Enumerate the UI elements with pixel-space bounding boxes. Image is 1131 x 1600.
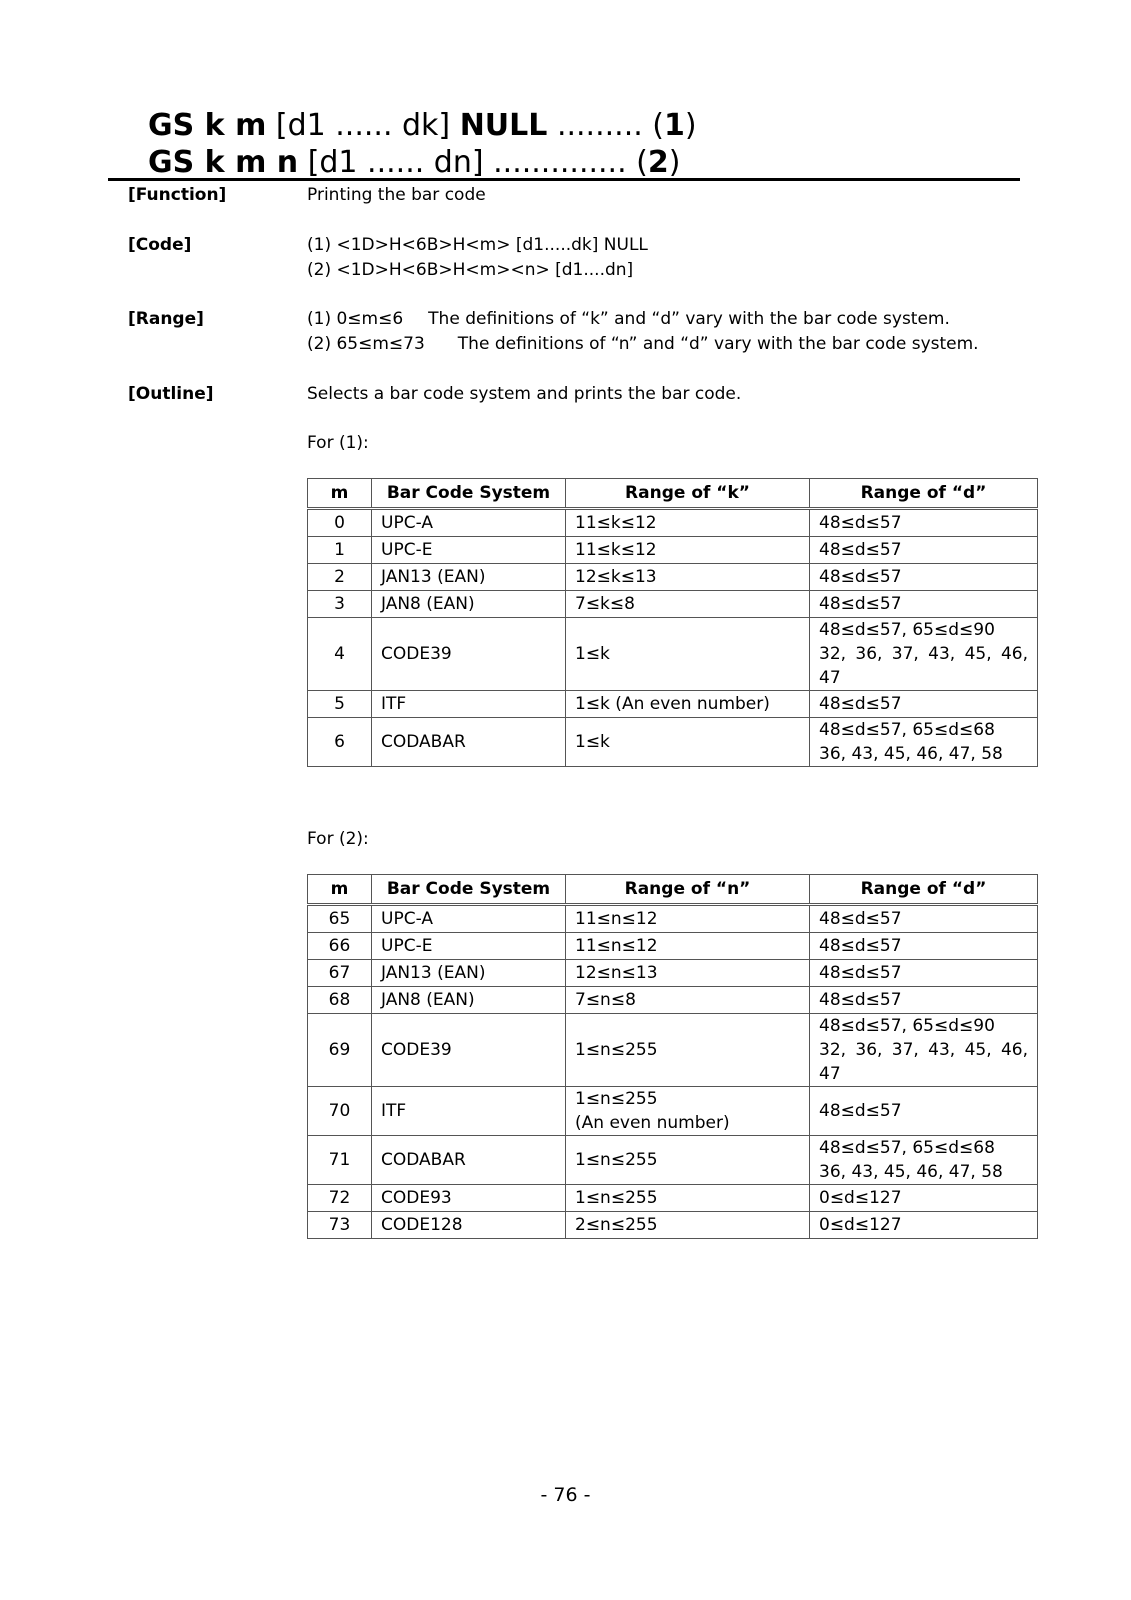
cell-m: 4 [308, 618, 372, 691]
title1-dots: ......... ( [556, 108, 665, 143]
cell-range [566, 509, 810, 537]
column-header: Bar Code System [372, 875, 566, 905]
cell-system: UPC-A [372, 905, 566, 933]
d-range-text: 48≤d≤57 [819, 513, 902, 533]
cell-m: 69 [308, 1014, 372, 1087]
for-2-label: For (2): [307, 829, 369, 849]
range-text: (An even number) [575, 1113, 730, 1133]
range-2-cond: (2) 65≤m≤73 [307, 334, 425, 354]
d-range-text: 48≤d≤57, 65≤d≤90 [819, 1016, 995, 1036]
d-range-text: 48≤d≤57 [819, 1101, 902, 1121]
cell-d-range [810, 691, 1038, 718]
d-range-text: 48≤d≤57 [819, 963, 902, 983]
column-header: m [308, 875, 372, 905]
table-row [308, 1087, 1038, 1136]
table-row [308, 1014, 1038, 1087]
range-text: 1≤k [575, 732, 610, 752]
table-row [308, 537, 1038, 564]
range-text: 11≤n≤12 [575, 909, 658, 929]
column-header: Range of “n” [566, 875, 810, 905]
table-row [308, 509, 1038, 537]
title1-close: ) [684, 108, 697, 143]
code-label: [Code] [128, 235, 192, 255]
cell-m: 72 [308, 1185, 372, 1212]
title1-cmd: GS k m [148, 108, 267, 143]
cell-range [566, 1212, 810, 1239]
cell-range [566, 1087, 810, 1136]
command-title-2 [148, 145, 680, 181]
cell-d-range [810, 537, 1038, 564]
cell-d-range [810, 960, 1038, 987]
table-header-row [308, 875, 1038, 905]
cell-range [566, 718, 810, 767]
d-range-text: 32, 36, 37, 43, 45, 46, 47 [819, 644, 1028, 688]
title2-args: [d1 ...... dn] [307, 145, 484, 180]
cell-range [566, 564, 810, 591]
column-header: Range of “d” [810, 479, 1038, 509]
cell-d-range [810, 1212, 1038, 1239]
cell-range [566, 987, 810, 1014]
cell-d-range [810, 987, 1038, 1014]
d-range-text: 36, 43, 45, 46, 47, 58 [819, 744, 1003, 764]
cell-range [566, 933, 810, 960]
cell-m: 66 [308, 933, 372, 960]
table-row [308, 618, 1038, 691]
cell-d-range [810, 718, 1038, 767]
cell-m: 67 [308, 960, 372, 987]
d-range-text: 48≤d≤57, 65≤d≤90 [819, 620, 995, 640]
function-text: Printing the bar code [307, 185, 486, 205]
table-row [308, 1136, 1038, 1185]
cell-m: 73 [308, 1212, 372, 1239]
cell-d-range [810, 933, 1038, 960]
range-text: 11≤k≤12 [575, 540, 657, 560]
cell-system: CODABAR [372, 718, 566, 767]
d-range-text: 32, 36, 37, 43, 45, 46, 47 [819, 1040, 1028, 1084]
d-range-text: 48≤d≤57 [819, 909, 902, 929]
range-line-1 [307, 307, 950, 331]
cell-system: CODE93 [372, 1185, 566, 1212]
title1-num: 1 [664, 108, 685, 143]
range-text: 11≤n≤12 [575, 936, 658, 956]
table-row [308, 1185, 1038, 1212]
d-range-text: 0≤d≤127 [819, 1215, 902, 1235]
range-text: 1≤n≤255 [575, 1089, 658, 1109]
code-line-1: (1) <1D>H<6B>H<m> [d1.....dk] NULL [307, 235, 648, 255]
cell-m: 5 [308, 691, 372, 718]
cell-system: JAN8 (EAN) [372, 591, 566, 618]
cell-d-range [810, 1014, 1038, 1087]
outline-label: [Outline] [128, 384, 214, 404]
barcode-table-2 [307, 874, 1038, 1239]
cell-system: UPC-A [372, 509, 566, 537]
cell-range [566, 591, 810, 618]
d-range-text: 36, 43, 45, 46, 47, 58 [819, 1162, 1003, 1182]
cell-system: JAN13 (EAN) [372, 960, 566, 987]
command-title-1 [148, 108, 697, 144]
cell-d-range [810, 509, 1038, 537]
cell-system: CODE128 [372, 1212, 566, 1239]
d-range-text: 0≤d≤127 [819, 1188, 902, 1208]
page-number: - 76 - [540, 1484, 591, 1506]
cell-m: 3 [308, 591, 372, 618]
range-text: 12≤k≤13 [575, 567, 657, 587]
cell-d-range [810, 564, 1038, 591]
table-row [308, 564, 1038, 591]
cell-system: CODABAR [372, 1136, 566, 1185]
range-1-cond: (1) 0≤m≤6 [307, 309, 404, 329]
table-row [308, 905, 1038, 933]
range-text: 12≤n≤13 [575, 963, 658, 983]
range-text: 1≤k [575, 644, 610, 664]
barcode-table-1 [307, 478, 1038, 767]
cell-m: 1 [308, 537, 372, 564]
cell-range [566, 1136, 810, 1185]
range-1-desc: The definitions of “k” and “d” vary with the bar code system. [428, 309, 950, 329]
cell-range [566, 537, 810, 564]
table-row [308, 987, 1038, 1014]
title2-dots: .............. ( [493, 145, 648, 180]
cell-m: 0 [308, 509, 372, 537]
range-2-desc: The definitions of “n” and “d” vary with the bar code system. [457, 334, 979, 354]
range-text: 2≤n≤255 [575, 1215, 658, 1235]
cell-system: JAN13 (EAN) [372, 564, 566, 591]
cell-d-range [810, 591, 1038, 618]
d-range-text: 48≤d≤57 [819, 936, 902, 956]
range-line-2 [307, 332, 979, 356]
cell-system: ITF [372, 691, 566, 718]
code-line-2: (2) <1D>H<6B>H<m><n> [d1....dn] [307, 260, 634, 280]
cell-system: CODE39 [372, 618, 566, 691]
range-text: 1≤k (An even number) [575, 694, 770, 714]
cell-system: UPC-E [372, 933, 566, 960]
table-row [308, 933, 1038, 960]
cell-range [566, 1185, 810, 1212]
cell-d-range [810, 1185, 1038, 1212]
range-text: 1≤n≤255 [575, 1040, 658, 1060]
table-header-row [308, 479, 1038, 509]
cell-d-range [810, 618, 1038, 691]
range-text: 7≤k≤8 [575, 594, 635, 614]
range-text: 11≤k≤12 [575, 513, 657, 533]
d-range-text: 48≤d≤57 [819, 694, 902, 714]
column-header: Range of “d” [810, 875, 1038, 905]
title2-close: ) [668, 145, 681, 180]
table-row [308, 591, 1038, 618]
function-label: [Function] [128, 185, 227, 205]
cell-m: 70 [308, 1087, 372, 1136]
cell-range [566, 1014, 810, 1087]
table-row [308, 691, 1038, 718]
cell-m: 65 [308, 905, 372, 933]
title-divider [108, 178, 1020, 181]
d-range-text: 48≤d≤57 [819, 567, 902, 587]
d-range-text: 48≤d≤57 [819, 540, 902, 560]
title1-args: [d1 ...... dk] [275, 108, 451, 143]
d-range-text: 48≤d≤57, 65≤d≤68 [819, 720, 995, 740]
range-text: 7≤n≤8 [575, 990, 636, 1010]
range-label: [Range] [128, 309, 204, 329]
range-text: 1≤n≤255 [575, 1150, 658, 1170]
cell-range [566, 691, 810, 718]
outline-text: Selects a bar code system and prints the bar code. [307, 384, 742, 404]
cell-d-range [810, 1136, 1038, 1185]
for-1-label: For (1): [307, 433, 369, 453]
column-header: Range of “k” [566, 479, 810, 509]
title1-null: NULL [459, 108, 548, 143]
cell-m: 68 [308, 987, 372, 1014]
d-range-text: 48≤d≤57 [819, 990, 902, 1010]
cell-d-range [810, 1087, 1038, 1136]
cell-m: 71 [308, 1136, 372, 1185]
cell-m: 6 [308, 718, 372, 767]
cell-range [566, 960, 810, 987]
cell-range [566, 905, 810, 933]
table-row [308, 1212, 1038, 1239]
d-range-text: 48≤d≤57 [819, 594, 902, 614]
range-text: 1≤n≤255 [575, 1188, 658, 1208]
title2-cmd: GS k m n [148, 145, 299, 180]
cell-system: ITF [372, 1087, 566, 1136]
column-header: Bar Code System [372, 479, 566, 509]
cell-range [566, 618, 810, 691]
table-row [308, 718, 1038, 767]
cell-system: CODE39 [372, 1014, 566, 1087]
cell-system: UPC-E [372, 537, 566, 564]
cell-d-range [810, 905, 1038, 933]
d-range-text: 48≤d≤57, 65≤d≤68 [819, 1138, 995, 1158]
cell-system: JAN8 (EAN) [372, 987, 566, 1014]
column-header: m [308, 479, 372, 509]
table-row [308, 960, 1038, 987]
cell-m: 2 [308, 564, 372, 591]
title2-num: 2 [647, 145, 669, 180]
